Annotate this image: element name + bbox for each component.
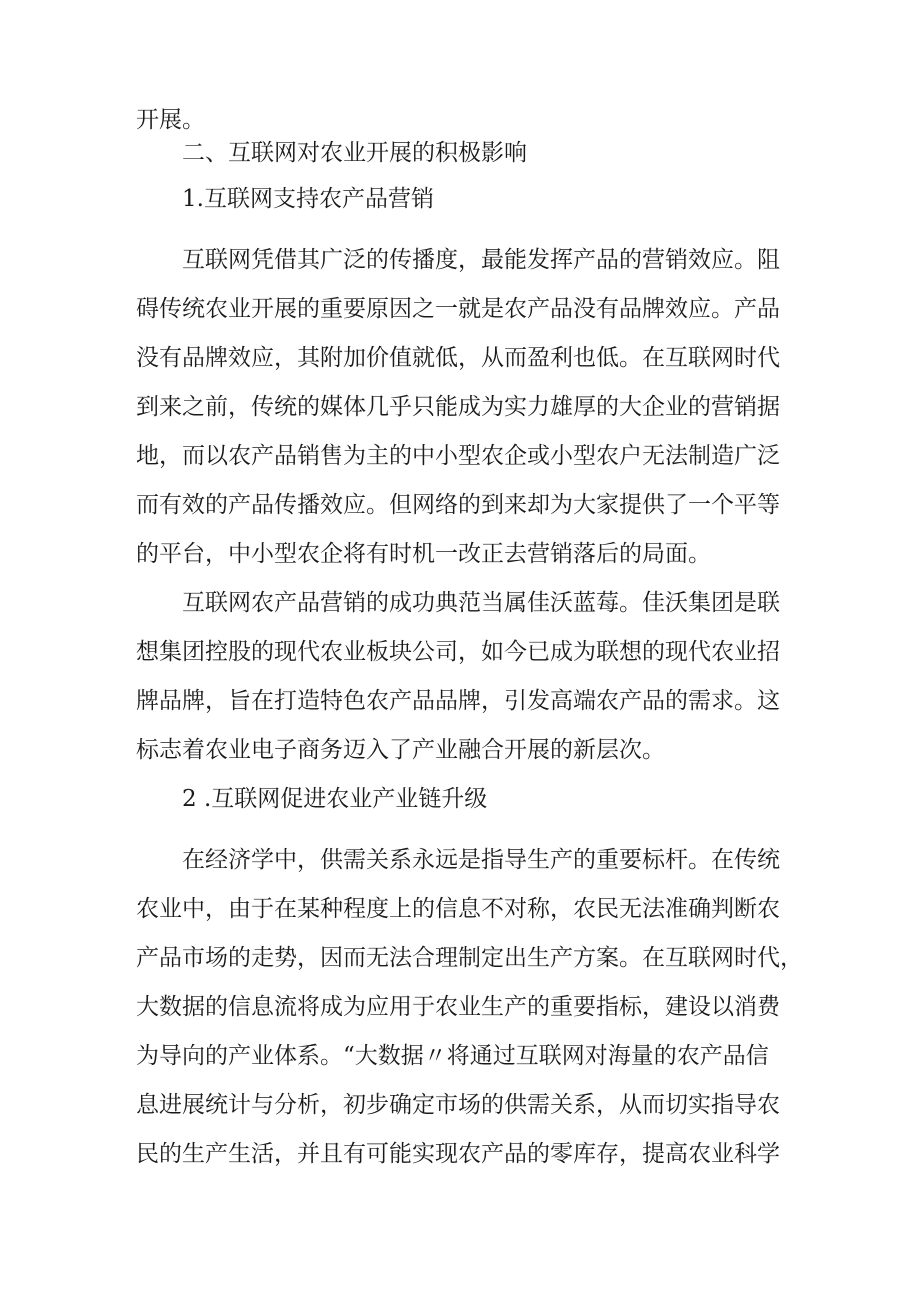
- paragraph-line: 产品市场的走势，因而无法合理制定出生产方案。在互联网时代，: [136, 945, 803, 971]
- paragraph-line: 在经济学中，供需关系永远是指导生产的重要标杆。在传统: [182, 847, 780, 873]
- paragraph-line: 地，而以农产品销售为主的中小型农企或小型农户无法制造广泛: [136, 443, 780, 469]
- paragraph-line: 碍传统农业开展的重要原因之一就是农产品没有品牌效应。产品: [136, 296, 780, 322]
- paragraph-line: 民的生产生活，并且有可能实现农产品的零库存，提高农业科学: [136, 1141, 780, 1167]
- paragraph-line: 想集团控股的现代农业板块公司，如今已成为联想的现代农业招: [136, 639, 780, 665]
- paragraph-line: 为导向的产业体系。“大数据〃将通过互联网对海量的农产品信: [136, 1043, 769, 1069]
- paragraph-line: 牌品牌，旨在打造特色农产品品牌，引发高端农产品的需求。这: [136, 688, 780, 714]
- subsection-heading: 2 .互联网促进农业产业链升级: [182, 786, 488, 812]
- paragraph-line: 没有品牌效应，其附加价值就低，从而盈利也低。在互联网时代: [136, 345, 780, 371]
- paragraph-line: 而有效的产品传播效应。但网络的到来却为大家提供了一个平等: [136, 492, 780, 518]
- paragraph-line: 的平台，中小型农企将有时机一改正去营销落后的局面。: [136, 541, 711, 567]
- paragraph-line: 息进展统计与分析，初步确定市场的供需关系，从而切实指导农: [136, 1092, 780, 1118]
- paragraph-line: 到来之前，传统的媒体几乎只能成为实力雄厚的大企业的营销据: [136, 394, 780, 420]
- paragraph-line: 农业中，由于在某种程度上的信息不对称，农民无法准确判断农: [136, 896, 780, 922]
- body-text-line: 开展。: [136, 107, 205, 133]
- paragraph-line: 大数据的信息流将成为应用于农业生产的重要指标，建设以消费: [136, 994, 780, 1020]
- section-heading: 二、互联网对农业开展的积极影响: [182, 140, 527, 166]
- paragraph-line: 标志着农业电子商务迈入了产业融合开展的新层次。: [136, 737, 665, 763]
- paragraph-line: 互联网农产品营销的成功典范当属佳沃蓝莓。佳沃集团是联: [182, 590, 780, 616]
- subsection-heading: 1.互联网支持农产品营销: [182, 186, 434, 212]
- paragraph-line: 互联网凭借其广泛的传播度，最能发挥产品的营销效应。阻: [182, 247, 780, 273]
